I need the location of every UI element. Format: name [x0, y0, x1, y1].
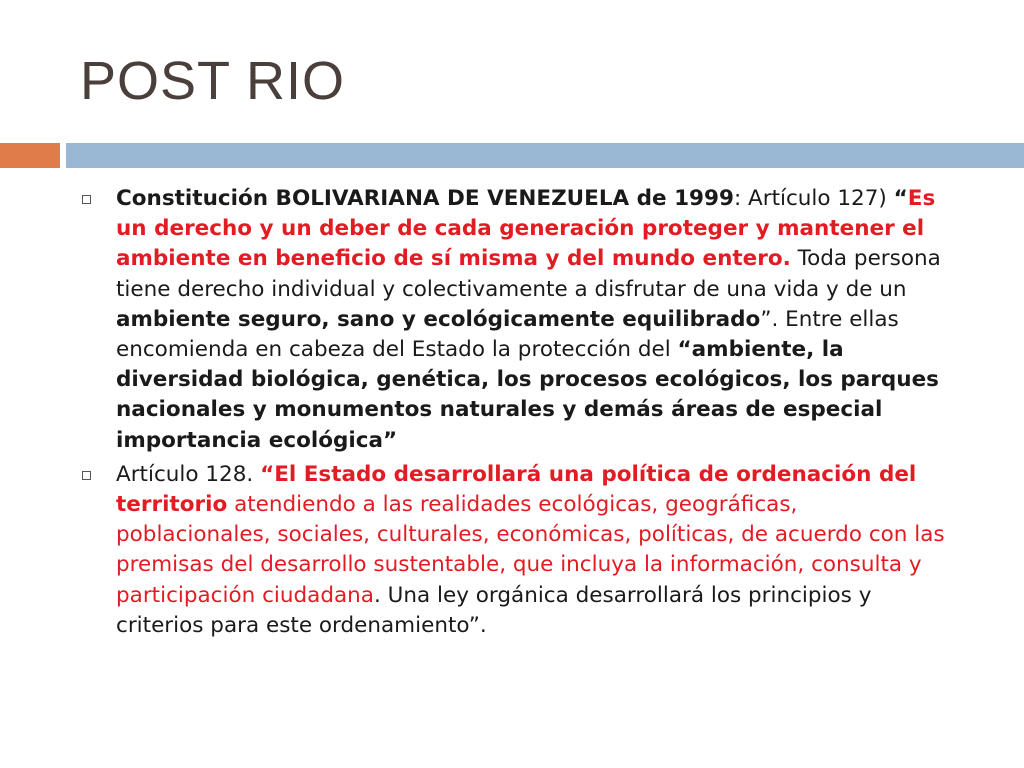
- slide-body: [82, 184, 952, 645]
- hollow-square-bullet-icon: [82, 195, 91, 204]
- text-segment: ”. Entre ellas encomienda en cabeza del Estado la protección del: [116, 306, 899, 363]
- text-segment: Es un derecho y un deber de cada generación proteger y mantener el ambiente en beneficio de sí misma y del mundo entero.: [116, 186, 936, 272]
- text-segment: . Una ley orgánica desarrollará los principios y criterios para este ordenamiento”.: [116, 582, 872, 638]
- text-segment: atendiendo a las realidades ecológicas, geográficas, poblacionales, sociales, culturales, económicas, políticas, de acuerdo con las premisas del desarrollo sustentable, que incluya la información, consulta y participación ciudadana: [116, 492, 945, 608]
- hollow-square-bullet-icon: [82, 471, 91, 480]
- text-segment: ambiente seguro, sano y ecológicamente equilibrado: [116, 306, 761, 332]
- accent-bar-orange: [0, 143, 60, 168]
- text-segment: Constitución BOLIVARIANA DE VENEZUELA de 1999: [116, 186, 734, 211]
- text-segment: Toda persona tiene derecho individual y colectivamente a disfrutar de una vida y de un: [116, 246, 941, 302]
- text-segment: Artículo 128.: [116, 461, 261, 487]
- bullet-item-articulo-128: [82, 460, 952, 641]
- accent-bar-blue: [66, 143, 1024, 168]
- text-segment: : Artículo 127): [733, 186, 894, 211]
- text-segment: “El Estado desarrollará una política de ordenación del territorio: [116, 461, 917, 518]
- bullet-item-articulo-127: [82, 184, 952, 456]
- text-segment: “ambiente, la diversidad biológica, genética, los procesos ecológicos, los parques nacionales y monumentos naturales y demás áreas de especial importancia ecológica”: [116, 337, 939, 453]
- slide-title: POST RIO: [80, 51, 346, 111]
- text-segment: “: [893, 186, 908, 211]
